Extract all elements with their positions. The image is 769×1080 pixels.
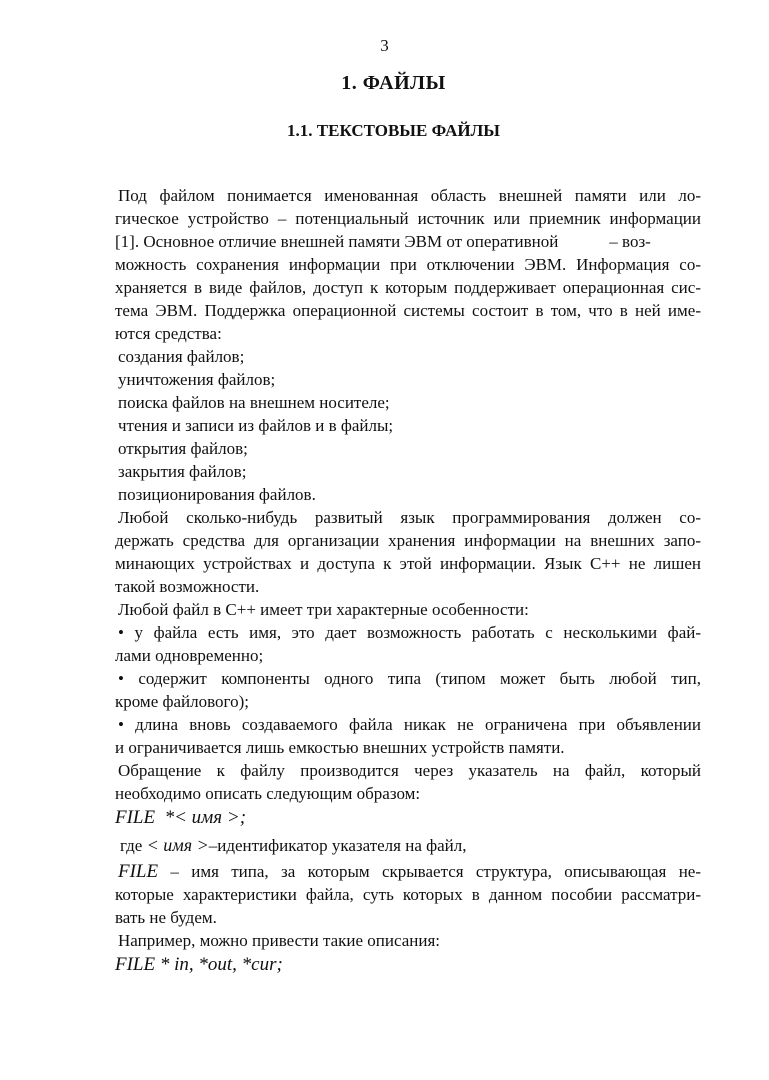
list-item: закрытия файлов; — [118, 462, 247, 481]
bullet-item-cont: лами одновременно; — [115, 646, 264, 665]
list-item: позиционирования файлов. — [118, 485, 316, 504]
bullet-item-cont: кроме файлового); — [115, 692, 249, 711]
chapter-title: 1. ФАЙЛЫ — [341, 72, 446, 94]
bullet-item: • длина вновь создаваемого файла никак не ограничена при объявлении — [118, 715, 701, 734]
para2-line: такой возможности. — [115, 577, 260, 596]
file-desc-line: которые характеристики файла, суть которых в данном пособии рассматри- — [115, 885, 701, 904]
para1-line: гическое устройство – потенциальный источник или приемник информации — [115, 209, 701, 228]
where-prefix: где — [120, 836, 147, 855]
para1-line: можность сохранения информации при отключении ЭВМ. Информация со- — [115, 255, 701, 274]
para1-line: тема ЭВМ. Поддержка операционной системы состоит в том, что в ней име- — [115, 301, 701, 320]
code-declaration: FILE *< имя >; — [115, 807, 247, 828]
bullet-item-cont: и ограничивается лишь емкостью внешних устройств памяти. — [115, 738, 565, 757]
list-item: открытия файлов; — [118, 439, 248, 458]
where-line — [120, 834, 467, 857]
bullet-item: • содержит компоненты одного типа (типом может быть любой тип, — [118, 669, 701, 688]
para1-line: храняется в виде файлов, доступ к которым поддерживает операционная сис- — [115, 278, 701, 297]
para3-line: Любой файл в С++ имеет три характерные особенности: — [118, 600, 529, 619]
para4-line: Обращение к файлу производится через указатель на файл, который — [118, 761, 701, 780]
section-title: 1.1. ТЕКСТОВЫЕ ФАЙЛЫ — [287, 121, 500, 140]
para2-line: Любой сколько-нибудь развитый язык программирования должен со- — [118, 508, 701, 527]
file-desc-term: FILE — [118, 861, 159, 882]
where-suffix: –идентификатор указателя на файл, — [208, 836, 467, 855]
list-item: чтения и записи из файлов и в файлы; — [118, 416, 394, 435]
para1-line: [1]. Основное отличие внешней памяти ЭВМ от оперативной – воз- — [115, 232, 651, 251]
para1-line: Под файлом понимается именованная область внешней памяти или ло- — [118, 186, 701, 205]
file-desc-text: – имя типа, за которым скрывается структура, описывающая не- — [158, 862, 701, 881]
page-number: 3 — [380, 36, 389, 55]
file-desc-line — [118, 860, 701, 883]
bullet-item: • у файла есть имя, это дает возможность работать с несколькими фай- — [118, 623, 701, 642]
para2-line: держать средства для организации хранения информации на внешних запо- — [115, 531, 701, 550]
para4-line: необходимо описать следующим образом: — [115, 784, 421, 803]
code-example: FILE * in, *out, *cur; — [115, 954, 283, 975]
list-item: уничтожения файлов; — [118, 370, 276, 389]
para5-line: Например, можно привести такие описания: — [118, 931, 441, 950]
para1-line: ются средства: — [115, 324, 222, 343]
list-item: создания файлов; — [118, 347, 245, 366]
para2-line: минающих устройствах и доступа к этой информации. Язык С++ не лишен — [115, 554, 701, 573]
file-desc-line: вать не будем. — [115, 908, 217, 927]
where-name: < имя > — [146, 835, 209, 855]
list-item: поиска файлов на внешнем носителе; — [118, 393, 390, 412]
